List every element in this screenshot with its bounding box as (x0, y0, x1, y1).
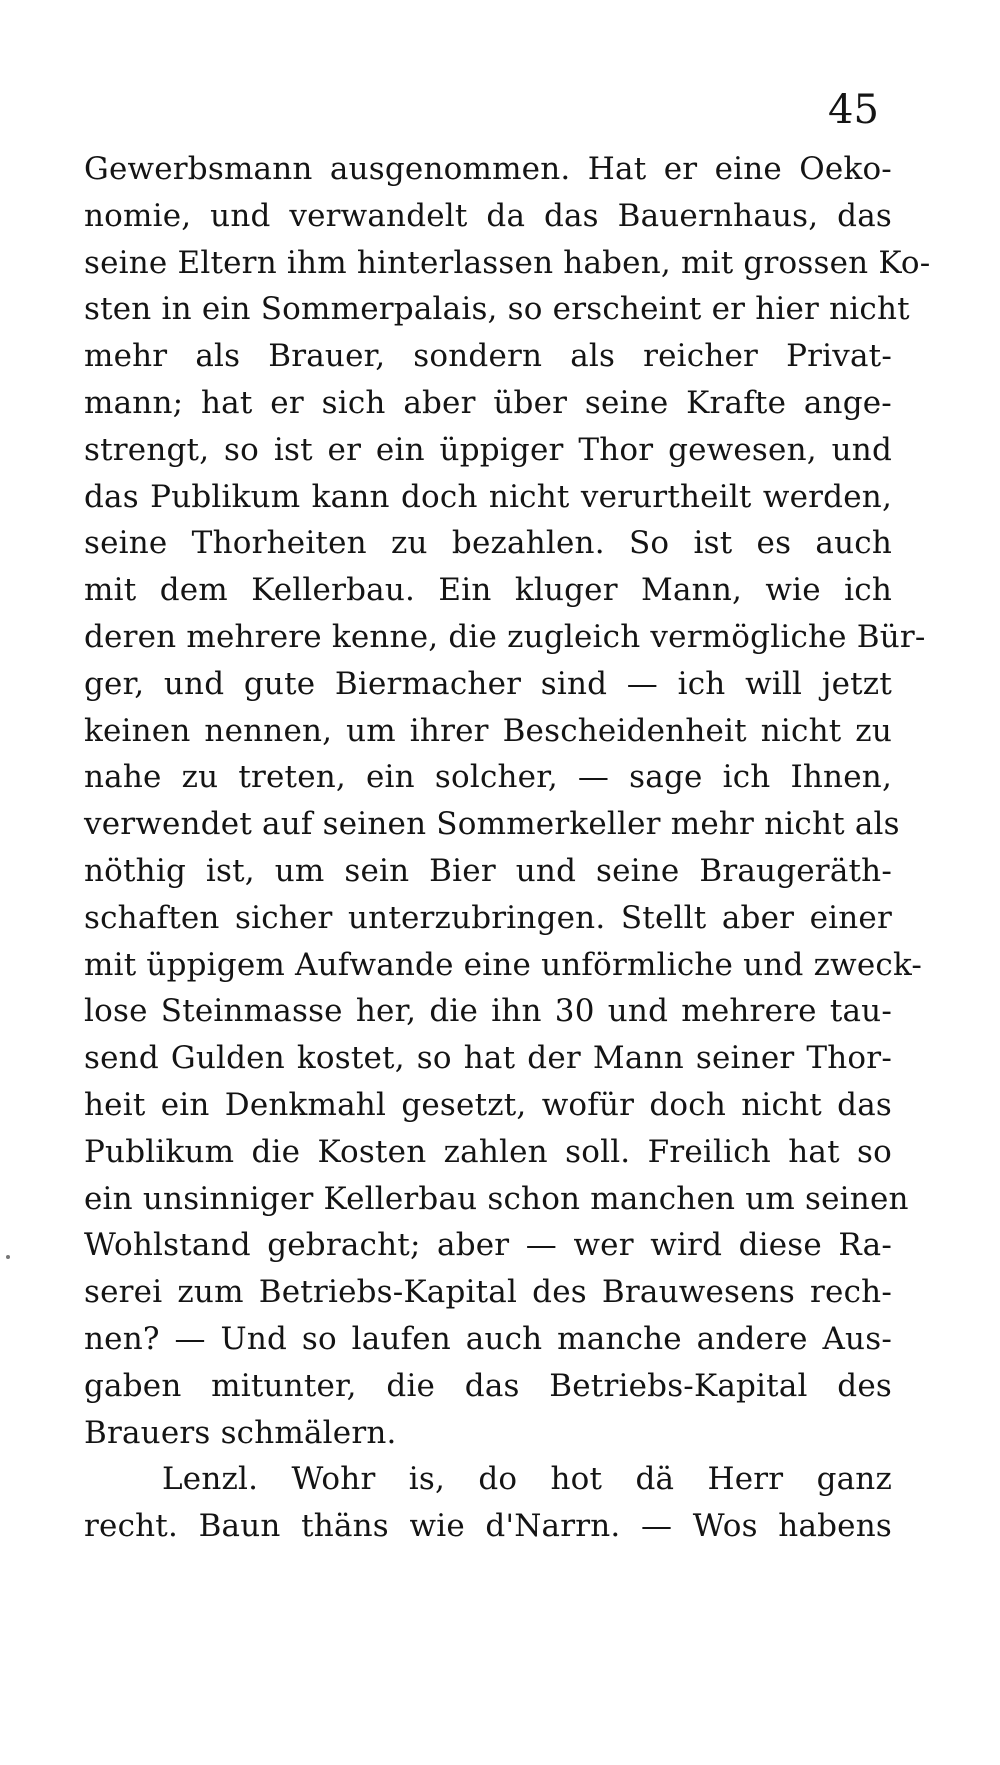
text-line: Lenzl. Wohr is, do hot dä Herr ganz (162, 1461, 892, 1498)
text-line: Wohlstand gebracht; aber — wer wird diese Ra- (84, 1227, 892, 1264)
text-line: Gewerbsmann ausgenommen. Hat er eine Oeko- (84, 151, 892, 187)
text-line: seine Eltern ihm hinterlassen haben, mit grossen Ko- (84, 244, 931, 281)
text-line: recht. Baun thäns wie d'Narrn. — Wos habens (84, 1508, 892, 1545)
text-line: nomie, und verwandelt da das Bauernhaus, das (84, 197, 892, 234)
page-number: 45 (828, 87, 879, 133)
text-line: nahe zu treten, ein solcher, — sage ich Ihnen, (84, 759, 892, 796)
text-line: seine Thorheiten zu bezahlen. So ist es auch (84, 525, 892, 562)
margin-speck (6, 1255, 10, 1259)
text-line: mehr als Brauer, sondern als reicher Privat- (84, 338, 892, 375)
text-line: mit üppigem Aufwande eine unförmliche und zweck- (84, 946, 923, 983)
body-text (84, 146, 931, 1550)
text-line: lose Steinmasse her, die ihn 30 und mehrere tau- (84, 993, 892, 1030)
text-line: heit ein Denkmahl gesetzt, wofür doch nicht das (84, 1086, 892, 1123)
text-line: serei zum Betriebs-Kapital des Brauwesens rech- (84, 1274, 892, 1311)
text-line: deren mehrere kenne, die zugleich vermögliche Bür- (84, 618, 926, 655)
dialogue-paragraph (84, 1456, 892, 1550)
text-line: sten in ein Sommerpalais, so erscheint er hier nicht (84, 291, 910, 328)
text-line: mit dem Kellerbau. Ein kluger Mann, wie ich (84, 572, 892, 609)
text-line: send Gulden kostet, so hat der Mann seiner Thor- (84, 1040, 892, 1077)
text-line: nöthig ist, um sein Bier und seine Braugeräth- (84, 852, 892, 889)
text-line: ger, und gute Biermacher sind — ich will jetzt (84, 665, 892, 702)
text-line: gaben mitunter, die das Betriebs-Kapital des (84, 1367, 892, 1404)
text-line: das Publikum kann doch nicht verurtheilt werden, (84, 478, 892, 515)
text-line: nen? — Und so laufen auch manche andere Aus- (84, 1320, 892, 1357)
paragraph (84, 146, 931, 1456)
text-line: keinen nennen, um ihrer Bescheidenheit nicht zu (84, 712, 892, 749)
text-line: strengt, so ist er ein üppiger Thor gewesen, und (84, 431, 892, 468)
text-line: mann; hat er sich aber über seine Krafte ange- (84, 384, 892, 421)
text-line: Publikum die Kosten zahlen soll. Freilich hat so (84, 1133, 892, 1170)
text-line: schaften sicher unterzubringen. Stellt aber einer (84, 899, 892, 936)
text-line: ein unsinniger Kellerbau schon manchen um seinen (84, 1180, 909, 1217)
text-line: Brauers schmälern. (84, 1414, 397, 1451)
text-line: verwendet auf seinen Sommerkeller mehr nicht als (84, 806, 900, 843)
